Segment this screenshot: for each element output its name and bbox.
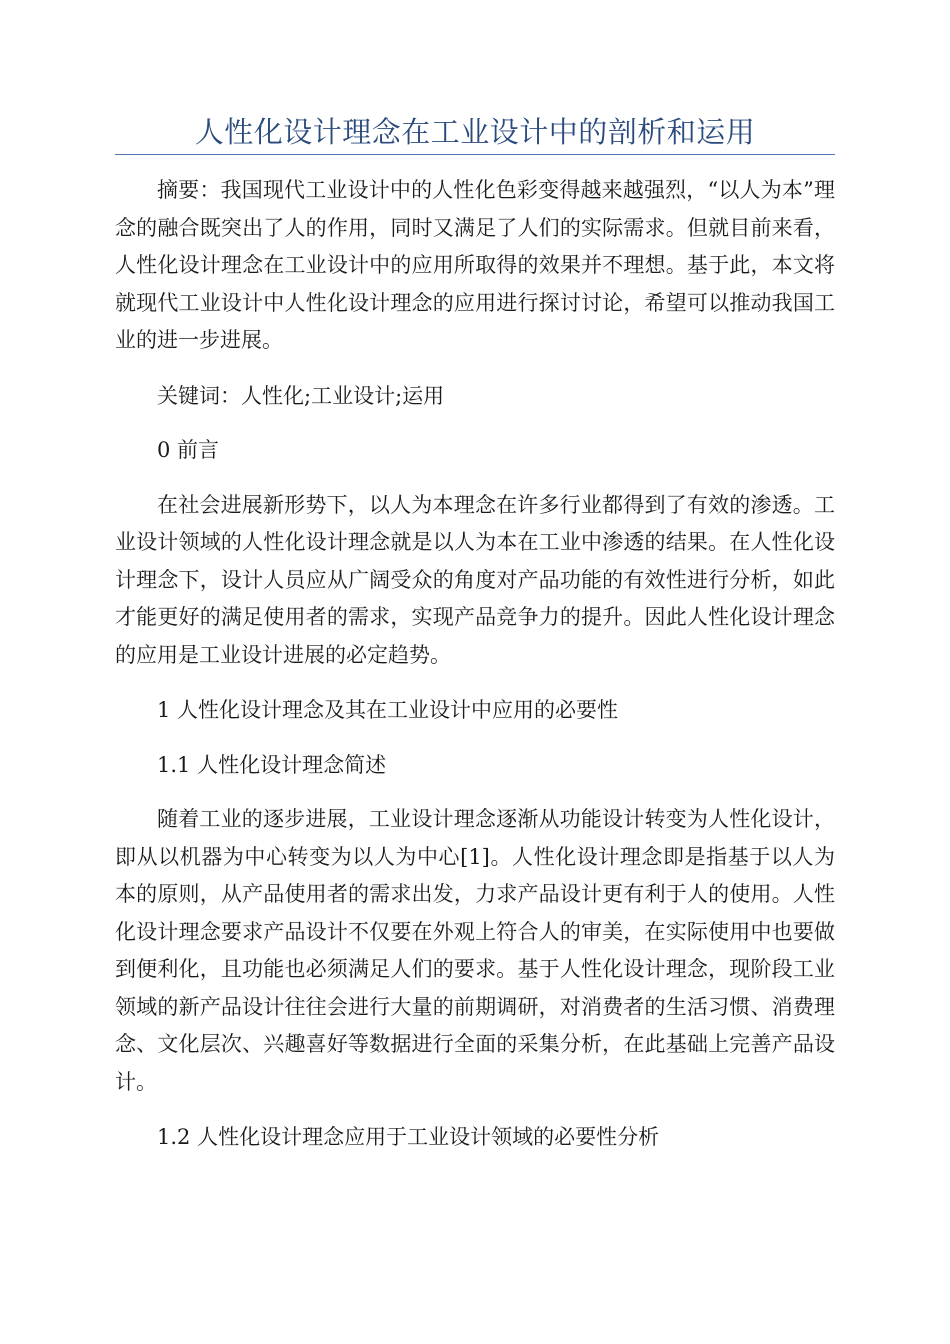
abstract-paragraph: 摘要：我国现代工业设计中的人性化色彩变得越来越强烈，“以人为本”理念的融合既突出了人的作用，同时又满足了人们的实际需求。但就目前来看，人性化设计理念在工业设计中的应用所取得的效果并不理想。基于此，本文将就现代工业设计中人性化设计理念的应用进行探讨讨论，希望可以推动我国工业的进一步进展。 [115,178,835,352]
keywords-line: 关键词：人性化;工业设计;运用 [157,383,445,408]
section-1-1-heading: 1.1 人性化设计理念简述 [157,752,387,777]
section-1-heading: 1 人性化设计理念及其在工业设计中应用的必要性 [157,698,619,722]
title-underline [115,154,835,155]
section-1-1-paragraph: 随着工业的逐步进展，工业设计理念逐渐从功能设计转变为人性化设计，即从以机器为中心转变为以人为中心[1]。人性化设计理念即是指基于以人为本的原则，从产品使用者的需求出发，力求产品设计更有利于人的使用。人性化设计理念要求产品设计不仅要在外观上符合人的审美，在实际使用中也要做到便利化，且功能也必须满足人们的要求。基于人性化设计理念，现阶段工业领域的新产品设计往往会进行大量的前期调研，对消费者的生活习惯、消费理念、文化层次、兴趣喜好等数据进行全面的采集分析，在此基础上完善产品设计。 [115,807,835,1094]
section-1-2-heading: 1.2 人性化设计理念应用于工业设计领域的必要性分析 [157,1125,660,1149]
document-title: 人性化设计理念在工业设计中的剖析和运用 [194,115,756,149]
section-0-paragraph: 在社会进展新形势下，以人为本理念在许多行业都得到了有效的渗透。工业设计领域的人性化设计理念就是以人为本在工业中渗透的结果。在人性化设计理念下，设计人员应从广阔受众的角度对产品功能的有效性进行分析，如此才能更好的满足使用者的需求，实现产品竞争力的提升。因此人性化设计理念的应用是工业设计进展的必定趋势。 [115,492,835,667]
section-0-heading: 0 前言 [157,438,220,462]
document-body [115,172,835,1174]
